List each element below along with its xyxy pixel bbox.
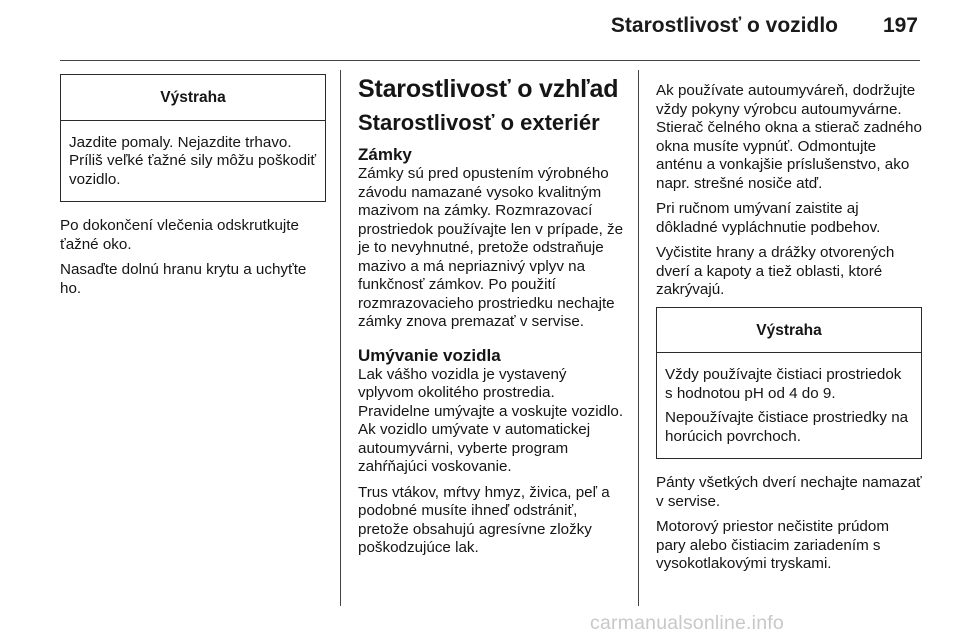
paragraph: Pánty všetkých dverí nechajte namazať v servise.: [656, 474, 922, 510]
warning-text: Jazdite pomaly. Nejazdite trhavo. Príliš veľké ťažné sily môžu poškodiť vozidlo.: [69, 133, 317, 188]
warning-body: [657, 353, 921, 458]
warning-title: Výstraha: [61, 75, 325, 121]
warning-body: [61, 121, 325, 202]
column-3: [656, 82, 922, 581]
subsection-heading-washing: Umývanie vozidla: [358, 345, 501, 365]
paragraph: Motorový priestor nečistite prúdom pary alebo čistiacim zariadením s vysokotlakovými tryskami.: [656, 518, 889, 572]
column-1: [60, 74, 326, 305]
header-divider: [60, 60, 920, 61]
column-divider-2: [638, 70, 639, 606]
paragraph: Po dokončení vlečenia odskrutkujte ťažné oko.: [60, 217, 299, 253]
warning-text: Vždy používajte čistiaci prostriedok s hodnotou pH od 4 do 9.: [665, 366, 902, 402]
paragraph: Pri ručnom umývaní zaistite aj dôkladné vypláchnutie podbehov.: [656, 200, 881, 236]
paragraph: Trus vtákov, mŕtvy hmyz, živica, peľ a podobné musíte ihneď odstrániť, pretože obsahujú agresívne zložky poškodzujúce lak.: [358, 483, 610, 556]
column-2: [358, 74, 626, 565]
paragraph: Lak vášho vozidla je vystavený vplyvom okolitého prostredia. Pravidelne umývajte a voskujte vozidlo. Ak vozidlo umývate v automatickej autoumyvárni, vyberte program zahŕňajúci voskovanie.: [358, 365, 624, 475]
column-divider-1: [340, 70, 341, 606]
warning-text: Nepoužívajte čistiace prostriedky na horúcich povrchoch.: [665, 409, 909, 445]
warning-box: [656, 307, 922, 460]
page-number: 197: [882, 14, 918, 37]
header-title: Starostlivosť o vozidlo: [610, 14, 838, 37]
warning-title: Výstraha: [657, 308, 921, 354]
section-heading: Starostlivosť o exteriér: [358, 110, 600, 135]
paragraph: Zámky sú pred opustením výrobného závodu namazané vysoko kvalitným mazivom na zámky. Rozmrazovací prostriedok používajte len v prípade, že je to nevyhnutné, pretože odstraňuje mazivo a má nepriaznivý vplyv na funkčnosť zámkov. Po použití rozmrazovacieho prostriedku nechajte zámky znova premazať v servise.: [358, 165, 624, 330]
paragraph: Ak používate autoumyváreň, dodržujte vždy pokyny výrobcu autoumyvárne. Stierač čelného okna a stierač zadného okna musíte vypnúť. Odmontujte anténu a vonkajšie príslušenstvo, ako napr. strešné nosiče atď.: [656, 82, 922, 192]
watermark: carmanualsonline.info: [590, 612, 784, 634]
paragraph: Nasaďte dolnú hranu krytu a uchyťte ho.: [60, 261, 307, 297]
paragraph: Vyčistite hrany a drážky otvorených dverí a kapoty a tiež oblasti, ktoré zakrývajú.: [656, 244, 895, 298]
subsection-heading-locks: Zámky: [358, 145, 412, 164]
chapter-heading: Starostlivosť o vzhľad: [358, 75, 619, 103]
warning-box: [60, 74, 326, 202]
